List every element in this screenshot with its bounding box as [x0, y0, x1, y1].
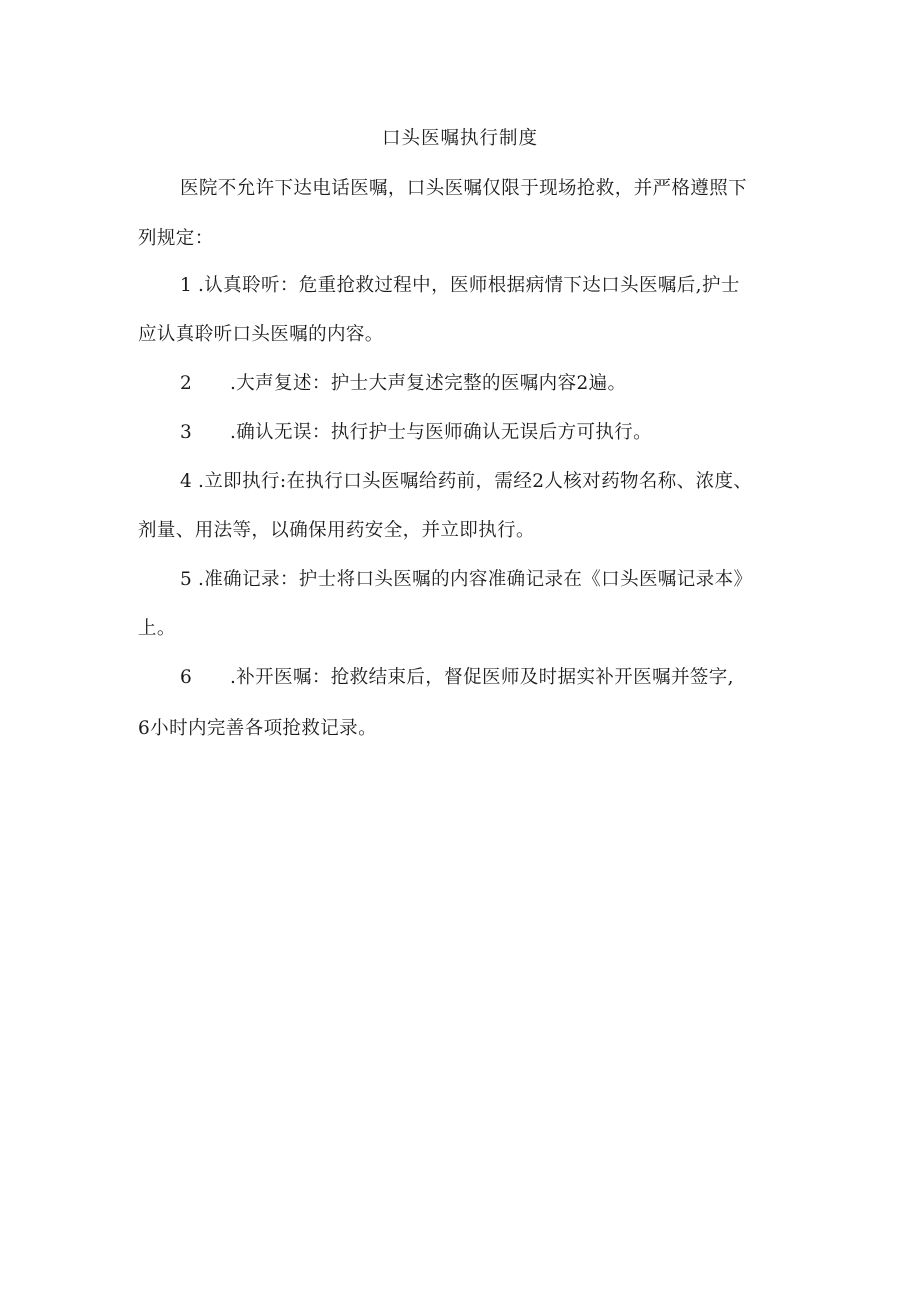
rule-number: 4 [180, 471, 193, 492]
rule-text: .立即执行:在执行口头医嘱给药前，需经2人核对药物名称、浓度、 [198, 471, 753, 492]
document-title: 口头医嘱执行制度 [381, 128, 538, 149]
rule-number: 6 [180, 667, 193, 688]
rule-text: .确认无误：执行护士与医师确认无误后方可执行。 [230, 422, 653, 443]
rule-item-5 [180, 567, 752, 593]
rule-text: .大声复述：护士大声复述完整的医嘱内容2遍。 [230, 373, 627, 394]
rule-text: .准确记录：护士将口头医嘱的内容准确记录在《口头医嘱记录本》 [198, 569, 753, 590]
rule-item-6-continuation: 6小时内完善各项抢救记录。 [138, 718, 377, 739]
rule-text: .补开医嘱：抢救结束后，督促医师及时据实补开医嘱并签字, [230, 667, 734, 688]
rule-item-1 [180, 273, 740, 299]
rule-item-4-continuation: 剂量、用法等，以确保用药安全，并立即执行。 [138, 520, 535, 541]
rule-item-2 [180, 371, 626, 397]
rule-number: 5 [180, 569, 193, 590]
rule-number: 1 [180, 275, 193, 296]
intro-line-2: 列规定： [138, 228, 214, 249]
rule-item-6 [180, 665, 734, 691]
rule-number: 2 [180, 373, 193, 394]
intro-line-1: 医院不允许下达电话医嘱，口头医嘱仅限于现场抢救，并严格遵照下 [180, 178, 748, 199]
rule-item-1-continuation: 应认真聆听口头医嘱的内容。 [138, 324, 384, 345]
rule-item-3 [180, 420, 652, 446]
rule-item-5-continuation: 上。 [138, 618, 176, 639]
rule-text: .认真聆听：危重抢救过程中，医师根据病情下达口头医嘱后,护士 [198, 275, 740, 296]
rule-number: 3 [180, 422, 193, 443]
rule-item-4 [180, 469, 752, 495]
